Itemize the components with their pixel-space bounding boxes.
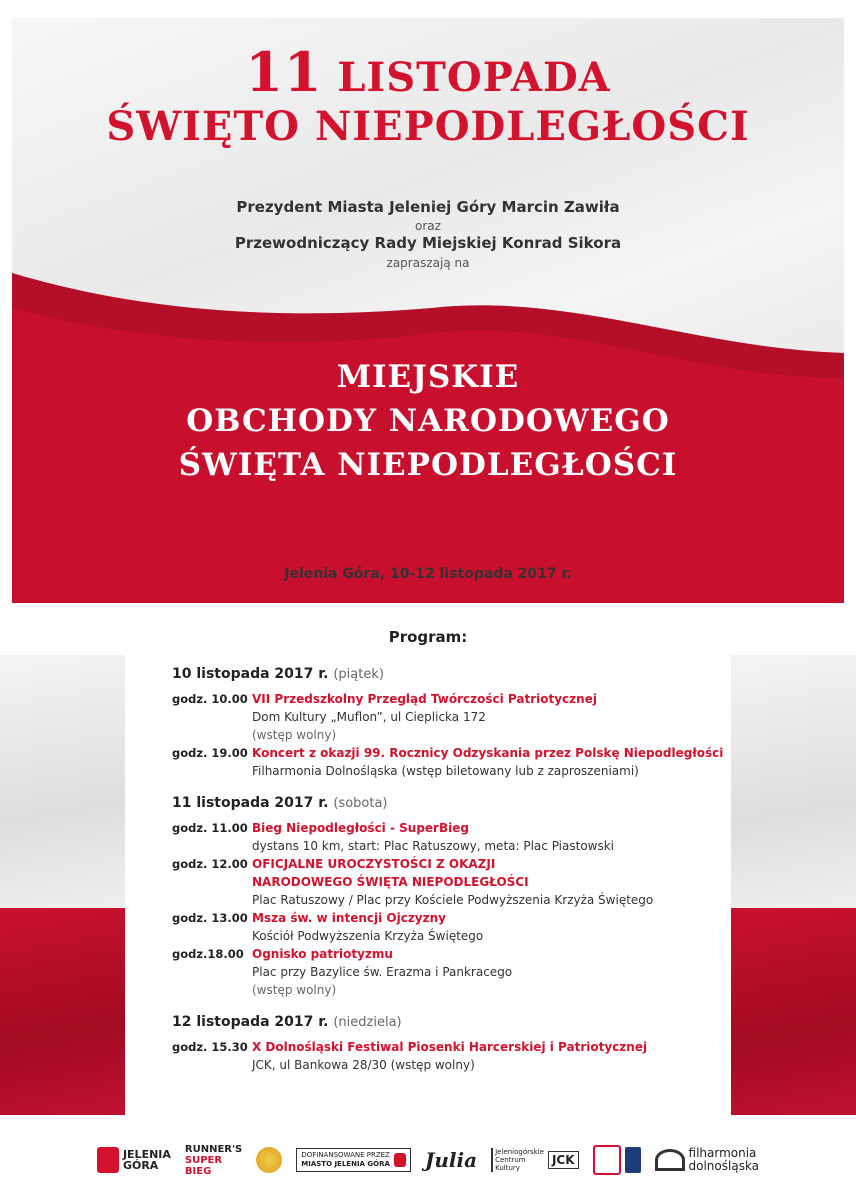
logo-text: filharmonia — [688, 1146, 757, 1160]
program-event — [172, 744, 732, 780]
event-time: godz.18.00 — [172, 947, 244, 961]
sponsor-logos — [0, 1135, 856, 1185]
flag-side-left — [0, 655, 125, 1115]
program-event — [172, 1038, 732, 1074]
invite-line-chairman: Przewodniczący Rady Miejskiej Konrad Sikora — [234, 234, 622, 252]
event-detail: Dom Kultury „Muflon”, ul Cieplicka 172 — [252, 710, 486, 724]
day-header — [172, 665, 732, 684]
title-month: LISTOPADA — [337, 54, 611, 101]
day-name: (niedziela) — [333, 1015, 402, 1030]
logo-jck — [491, 1148, 578, 1172]
event-detail: Plac przy Bazylice św. Erazma i Pankracego — [252, 965, 513, 979]
logo-text: RUNNER'S — [184, 1143, 243, 1155]
event-dateline: Jelenia Góra, 10-12 listopada 2017 r. — [284, 566, 572, 582]
logo-text: Centrum — [495, 1156, 526, 1164]
logo-filharmonia — [655, 1147, 760, 1173]
event-title: Koncert z okazji 99. Rocznicy Odzyskania przez Polskę Niepodległości — [252, 746, 724, 760]
title-holiday: ŚWIĘTO NIEPODLEGŁOŚCI — [106, 103, 750, 150]
event-time: godz. 10.00 — [172, 692, 248, 706]
deer-icon — [593, 1145, 621, 1175]
day-date: 12 listopada 2017 r. — [172, 1014, 329, 1030]
event-detail: (wstęp wolny) — [252, 728, 337, 742]
city-crest-icon — [394, 1153, 406, 1167]
logo-text: JCK — [548, 1151, 579, 1169]
event-title: Bieg Niepodległości - SuperBieg — [252, 821, 469, 835]
event-time: godz. 15.30 — [172, 1040, 248, 1054]
event-time: godz. 13.00 — [172, 911, 248, 925]
logo-text: Kultury — [495, 1164, 520, 1172]
event-detail: Kościół Podwyższenia Krzyża Świętego — [252, 929, 484, 943]
event-title: OFICJALNE UROCZYSTOŚCI Z OKAZJI — [252, 857, 496, 871]
main-title-line-2: OBCHODY NARODOWEGO — [186, 403, 670, 439]
scout-icon — [625, 1147, 641, 1173]
filharmonia-icon — [655, 1149, 685, 1171]
main-title-line-3: ŚWIĘTA NIEPODLEGŁOŚCI — [178, 447, 678, 483]
logo-text: MIASTO JELENIA GÓRA — [301, 1160, 390, 1168]
day-date: 10 listopada 2017 r. — [172, 666, 329, 682]
program-event — [172, 819, 732, 855]
event-title-cont: NARODOWEGO ŚWIĘTA NIEPODLEGŁOŚCI — [252, 875, 529, 889]
program-event — [172, 909, 732, 945]
logo-runners-superbieg — [185, 1144, 242, 1177]
event-title: Msza św. w intencji Ojczyzny — [252, 911, 446, 925]
event-detail: (wstęp wolny) — [252, 983, 337, 997]
event-title: VII Przedszkolny Przegląd Twórczości Patriotycznej — [252, 692, 597, 706]
logo-zhp — [593, 1145, 641, 1175]
city-crest-icon — [97, 1147, 119, 1173]
main-title — [0, 355, 856, 487]
title-date — [0, 40, 856, 104]
logo-text: Jeleniogórskie — [495, 1148, 544, 1156]
invite-line-and: oraz — [415, 219, 441, 233]
day-block — [172, 665, 732, 780]
day-date: 11 listopada 2017 r. — [172, 795, 329, 811]
title-number: 11 — [245, 40, 323, 104]
logo-text: DOFINANSOWANE PRZEZ — [301, 1151, 390, 1159]
program-event — [172, 945, 732, 999]
logo-text: SUPER — [184, 1154, 223, 1166]
logo-julia — [425, 1148, 477, 1172]
day-header — [172, 794, 732, 813]
event-detail: Filharmonia Dolnośląska (wstęp biletowany lub z zaproszeniami) — [252, 764, 639, 778]
day-block — [172, 794, 732, 999]
day-name: (sobota) — [333, 796, 388, 811]
logo-text: dolnośląska — [688, 1159, 760, 1173]
logo-text: BIEG — [184, 1165, 212, 1177]
logo-text: GÓRA — [122, 1159, 159, 1172]
event-title: X Dolnośląski Festiwal Piosenki Harcerskiej i Patriotycznej — [252, 1040, 648, 1054]
event-detail: JCK, ul Bankowa 28/30 (wstęp wolny) — [252, 1058, 475, 1072]
event-time: godz. 12.00 — [172, 857, 248, 871]
invite-line-invites: zapraszają na — [386, 256, 470, 270]
logo-text: Julia — [424, 1148, 478, 1172]
program-event — [172, 690, 732, 744]
invite-line-president: Prezydent Miasta Jeleniej Góry Marcin Zawiła — [236, 198, 620, 216]
event-time: godz. 19.00 — [172, 746, 248, 760]
program-list — [172, 665, 732, 1088]
flag-side-right — [731, 655, 856, 1115]
day-header — [172, 1013, 732, 1032]
event-detail: Plac Ratuszowy / Plac przy Kościele Podwyższenia Krzyża Świętego — [252, 893, 654, 907]
logo-text: JELENIA — [122, 1148, 171, 1161]
logo-jelenia-gora — [97, 1147, 171, 1173]
event-time: godz. 11.00 — [172, 821, 248, 835]
church-sun-icon — [256, 1147, 282, 1173]
day-name: (piątek) — [333, 667, 384, 682]
event-title: Ognisko patriotyzmu — [252, 947, 393, 961]
logo-dofinansowane — [296, 1148, 411, 1172]
logo-parish — [256, 1147, 282, 1173]
event-detail: dystans 10 km, start: Plac Ratuszowy, meta: Plac Piastowski — [252, 839, 615, 853]
program-heading: Program: — [388, 628, 468, 646]
main-title-line-1: MIEJSKIE — [336, 359, 520, 395]
day-block — [172, 1013, 732, 1074]
program-event — [172, 855, 732, 909]
